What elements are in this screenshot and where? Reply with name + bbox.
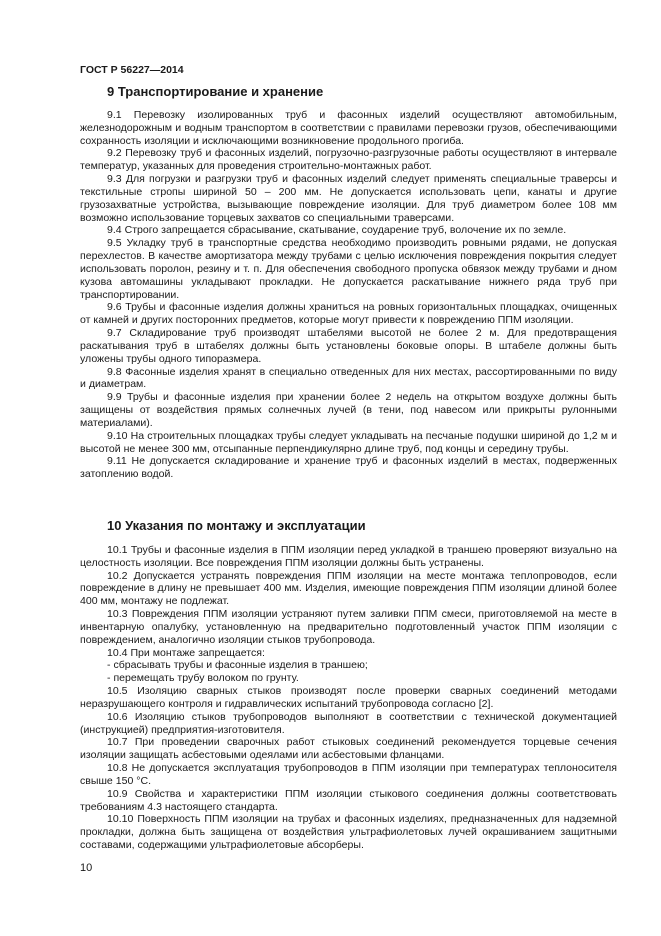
paragraph: 9.2 Перевозку труб и фасонных изделий, погрузочно-разгрузочные работы осуществляют в интервале температур, указанных для проведения строительно-монтажных работ. bbox=[80, 147, 617, 173]
paragraph: 9.6 Трубы и фасонные изделия должны храниться на ровных горизонтальных площадках, очищенных от камней и других посторонних предметов, которые могут привести к повреждению ППМ изоляции. bbox=[80, 301, 617, 327]
section-9-heading: 9 Транспортирование и хранение bbox=[107, 84, 324, 99]
paragraph: 10.5 Изоляцию сварных стыков производят после проверки сварных соединений методами неразрушающего контроля и гидравлических испытаний трубопровода согласно [2]. bbox=[80, 685, 617, 710]
paragraph: 9.9 Трубы и фасонные изделия при хранении более 2 недель на открытом воздухе должны быть защищены от воздействия прямых солнечных лучей (в тени, под навесом или прикрыты рулонными материалами). bbox=[80, 391, 617, 429]
paragraph: 9.10 На строительных площадках трубы следует укладывать на песчаные подушки шириной до 1,2 м и высотой не менее 300 мм, отсыпанные перпендикулярно длине труб, под концы и середину трубы. bbox=[80, 429, 617, 455]
paragraph: 10.6 Изоляцию стыков трубопроводов выполняют в соответствии с технической документацией (инструкцией) предприятия-изготовителя. bbox=[80, 710, 617, 736]
paragraph: 9.4 Строго запрещается сбрасывание, скатывание, соударение труб, волочение их по земле. bbox=[107, 224, 567, 237]
paragraph: 10.7 При проведении сварочных работ стыковых соединений рекомендуется торцевые сечения изоляции защищать асбестовыми одеялами или асбестовыми фланцами. bbox=[80, 736, 617, 762]
paragraph: 10.9 Свойства и характеристики ППМ изоляции стыкового соединения должны соответствовать требованиям 4.3 настоящего стандарта. bbox=[80, 787, 617, 813]
paragraph: 9.3 Для погрузки и разгрузки труб и фасонных изделий следует применять специальные траверсы и текстильные стропы шириной 50 – 200 мм. Не допускается использовать цепи, канаты и другие грузозахватные устройства, вызывающие повреждение изоляции. Для труб диаметром более 108 мм возможно использование торцевых захватов со специальными траверсами. bbox=[80, 173, 617, 224]
paragraph: 9.8 Фасонные изделия хранят в специально отведенных для них местах, рассортированными по виду и диаметрам. bbox=[80, 365, 617, 391]
section-10-heading: 10 Указания по монтажу и эксплуатации bbox=[107, 518, 366, 533]
paragraph: 10.2 Допускается устранять повреждения ППМ изоляции на месте монтажа теплопроводов, если повреждение в длину не превышает 400 мм. Изделия, имеющие повреждения ППМ изоляции длиной более 400 мм, монтажу не подлежат. bbox=[80, 569, 617, 608]
paragraph: 9.11 Не допускается складирование и хранение труб и фасонных изделий в местах, подверженных затоплению водой. bbox=[80, 455, 617, 481]
paragraph: 10.4 При монтаже запрещается: bbox=[107, 646, 265, 659]
paragraph: 10.8 Не допускается эксплуатация трубопроводов в ППМ изоляции при температурах теплоносителя свыше 150 °С. bbox=[80, 762, 617, 787]
paragraph: 10.10 Поверхность ППМ изоляции на трубах и фасонных изделиях, предназначенных для надземной прокладки, должна быть защищена от воздействия ультрафиолетовых лучей окрашиванием защитными составами, содержащими ультрафиолетовые абсорберы. bbox=[80, 813, 617, 852]
paragraph: 10.3 Повреждения ППМ изоляции устраняют путем заливки ППМ смеси, приготовляемой на месте в инвентарную опалубку, установленную на предварительно подготовленный участок ППМ изоляции с повреждением, аналогично изоляции стыков трубопровода. bbox=[80, 608, 617, 646]
section-10-body bbox=[80, 544, 617, 852]
paragraph: - перемещать трубу волоком по грунту. bbox=[107, 672, 299, 685]
page-number: 10 bbox=[80, 862, 93, 874]
paragraph: 9.7 Складирование труб производят штабелями высотой не более 2 м. Для предотвращения раскатывания труб в штабелях должны быть установлены боковые опоры. В штабеле должны быть уложены трубы одного типоразмера. bbox=[80, 327, 617, 365]
paragraph: - сбрасывать трубы и фасонные изделия в траншею; bbox=[107, 659, 368, 672]
section-9-body bbox=[80, 109, 617, 481]
paragraph: 9.5 Укладку труб в транспортные средства необходимо производить ровными рядами, не допуская перехлестов. В качестве амортизатора между трубами с целью исключения повреждения покрытия следует использовать поролон, резину и т. п. Для обеспечения свободного пропуска обвязок между трубами и дном кузова автомашины укладывают прокладки. Не допускается раскатывание нижнего ряда труб при транспортировании. bbox=[80, 237, 617, 301]
paragraph: 9.1 Перевозку изолированных труб и фасонных изделий осуществляют автомобильным, железнодорожным и водным транспортом в соответствии с правилами перевозки грузов, обеспечивающими сохранность изоляции и исключающими возникновение продольного прогиба. bbox=[80, 109, 617, 147]
paragraph: 10.1 Трубы и фасонные изделия в ППМ изоляции перед укладкой в траншею проверяют визуально на целостность изоляции. Все повреждения ППМ изоляции должны быть устранены. bbox=[80, 544, 617, 569]
document-header: ГОСТ Р 56227—2014 bbox=[80, 64, 184, 76]
